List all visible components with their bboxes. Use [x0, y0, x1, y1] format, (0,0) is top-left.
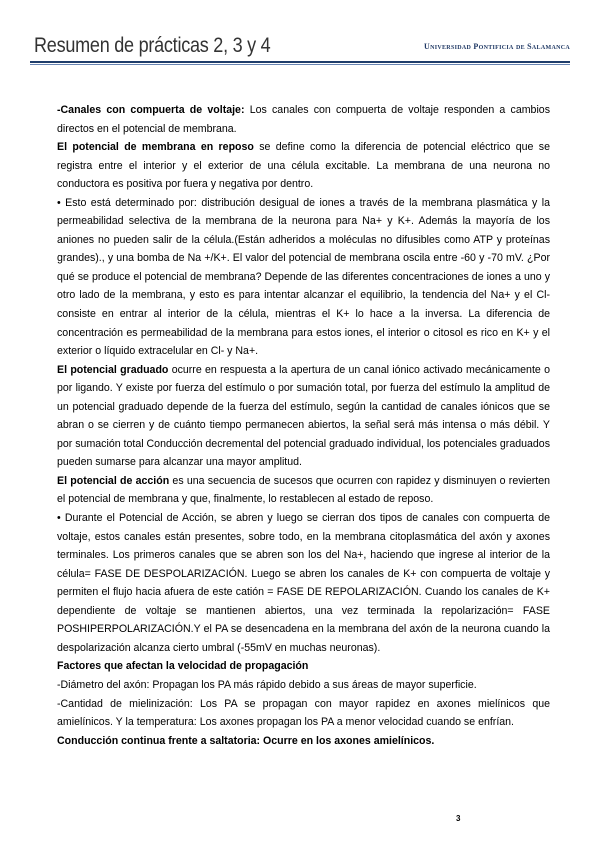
paragraph-resting-detail	[57, 194, 550, 361]
paragraph-lead: El potencial de membrana en reposo	[57, 141, 254, 154]
paragraph-text: • Durante el Potencial de Acción, se abren y luego se cierran dos tipos de canales con compuerta de voltaje, estos canales están presentes, sobre todo, en la membrana citoplasmática del axón y axones terminales. Los primeros canales que se abren son los del Na+, haciendo que ingrese al interior de la célula= FASE DE DESPOLARIZACIÓN. Luego se abren los canales de K+ con compuerta de voltaje y permiten el flujo hacia afuera de este catión = FASE DE REPOLARIZACIÓN. Cuando los canales de K+ dependiente de voltaje se mantienen abiertos, una vez terminada la repolarización= FASE POSHIPERPOLARIZACIÓN.Y el PA se desencadena en la membrana del axón de la neurona cuando la despolarización alcanza cierto umbral (-55mV en muchas neuronas).	[57, 512, 550, 654]
page-header	[0, 0, 600, 70]
header-rule	[30, 61, 570, 63]
document-body	[57, 101, 550, 750]
paragraph-text: se define como la diferencia de potencial eléctrico que se registra entre el interior y el exterior de una célula excitable. La membrana de una neurona no conductora es positiva por fuera y negativa por dentro.	[57, 141, 550, 191]
paragraph-lead: El potencial graduado	[57, 363, 169, 376]
paragraph-lead: El potencial de acción	[57, 474, 170, 487]
paragraph-myelination	[57, 695, 550, 732]
paragraph-lead: Factores que afectan la velocidad de propagación	[57, 660, 309, 673]
university-name: Universidad Pontificia de Salamanca	[424, 42, 570, 51]
paragraph-conduction	[57, 732, 550, 751]
paragraph-text: • Esto está determinado por: distribución desigual de iones a través de la membrana plasmática y la permeabilidad selectiva de la membrana de la neurona para Na+ y K+. Además la mayoría de los aniones no pueden salir de la célula.(Están adheridos a moléculas no difusibles como ATP y proteínas grandes)., y una bomba de Na +/K+. El valor del potencial de membrana oscila entre -60 y -70 mV. ¿Por qué se produce el potencial de membrana? Depende de las diferentes concentraciones de iones a uno y otro lado de la membrana, y esto es para intentar alcanzar el equilibrio, la tendencia del Na+ y el Cl- consiste en entrar al interior de la célula, mientras el K+ lo hace a la inversa. La diferencia de concentración es permeabilidad de la membrana para estos iones, el interior o citosol es rico en K+ y el exterior o líquido extracelular en Cl- y Na+.	[57, 196, 550, 358]
page-number: 3	[456, 814, 461, 823]
paragraph-action-detail	[57, 509, 550, 657]
paragraph-voltage-channels	[57, 101, 550, 138]
paragraph-text: Los canales con compuerta de voltaje responden a cambios directos en el potencial de membrana.	[57, 104, 550, 135]
paragraph-action-potential	[57, 472, 550, 509]
paragraph-text: -Diámetro del axón: Propagan los PA más rápido debido a sus áreas de mayor superficie.	[57, 678, 477, 691]
paragraph-text: es una secuencia de sucesos que ocurren con rapidez y disminuyen o revierten el potencial de membrana y que, finalmente, lo restablecen al estado de reposo.	[57, 474, 551, 506]
paragraph-graded-potential	[57, 361, 550, 472]
document-title: Resumen de prácticas 2, 3 y 4	[34, 34, 271, 57]
header-rule-thin	[30, 64, 570, 65]
paragraph-lead: Conducción continua frente a saltatoria: Ocurre en los axones amielínicos.	[57, 734, 435, 747]
paragraph-resting-potential	[57, 138, 550, 194]
paragraph-text: ocurre en respuesta a la apertura de un canal iónico activado mecánicamente o por ligando. Y existe por fuerza del estímulo o por sumación total, por fuerza del estímulo la amplitud de un potencial graduado depende de la fuerza del estímulo, según la cantidad de canales iónicos que se abran o se cierren y de cuánto tiempo permanecen abiertos, la señal será más intensa o más débil. Y por sumación total Conducción decremental del potencial graduado individual, los potenciales graduados pueden sumarse para alcanzar una mayor amplitud.	[57, 363, 550, 469]
paragraph-propagation-heading	[57, 657, 550, 676]
paragraph-axon-diameter	[57, 676, 550, 695]
paragraph-lead: -Canales con compuerta de voltaje:	[57, 104, 245, 116]
paragraph-text: -Cantidad de mielinización: Los PA se propagan con mayor rapidez en axones mielínicos que amielínicos. Y la temperatura: Los axones propagan los PA a menor velocidad cuando se enfrían.	[57, 697, 550, 729]
